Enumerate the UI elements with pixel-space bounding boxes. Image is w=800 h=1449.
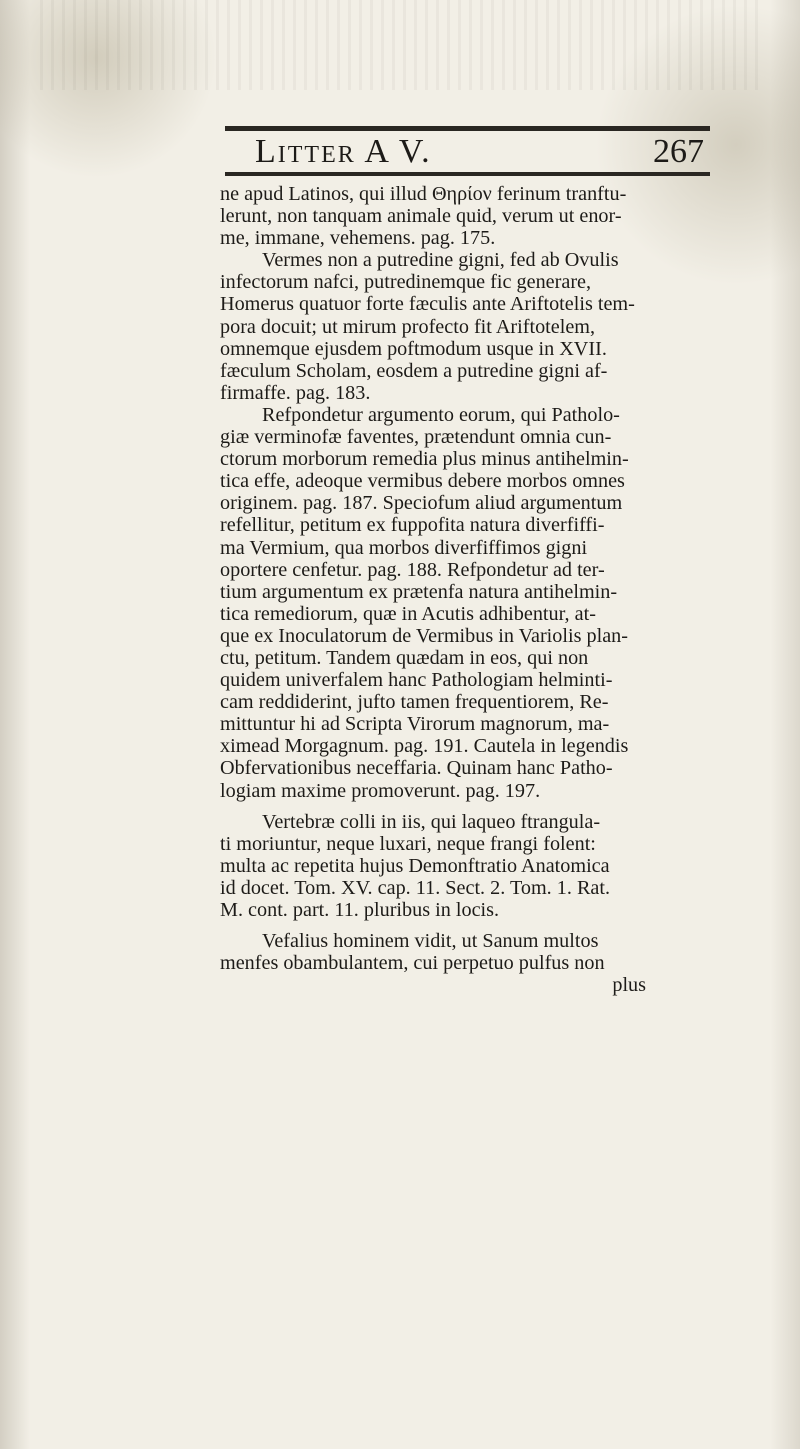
text-line: mittuntur hi ad Scripta Virorum magnorum, ma- [220,713,610,736]
text-line: Vefalius hominem vidit, ut Sanum multos [262,930,599,953]
text-line: logiam maxime promoverunt. pag. 197. [220,779,541,802]
paragraph-5 [220,930,716,974]
text-line: firmaffe. pag. 183. [220,381,371,404]
paragraph-3 [220,404,716,802]
running-title: Litter A V. [255,133,432,170]
text-line: pora docuit; ut mirum profecto fit Ariftotelem, [220,315,596,338]
text-line: ctorum morborum remedia plus minus antihelmin- [220,448,629,471]
text-line: id docet. Tom. XV. cap. 11. Sect. 2. Tom. 1. Rat. [220,876,611,899]
running-head [225,130,710,174]
text-line: fæculum Scholam, eosdem a putredine gigni af- [220,359,608,382]
header-rule-bottom [225,172,710,176]
text-line: infectorum nafci, putredinemque fic generare, [220,271,592,294]
text-line: ximead Morgagnum. pag. 191. Cautela in legendis [220,735,629,758]
text-line: tium argumentum ex prætenfa natura antihelmin- [220,580,618,603]
text-line: M. cont. part. 11. pluribus in locis. [220,899,500,921]
text-line: me, immane, vehemens. pag. 175. [220,227,496,250]
text-line: que ex Inoculatorum de Vermibus in Variolis plan- [220,624,628,647]
text-line: menfes obambulantem, cui perpetuo pulfus non [220,952,605,975]
text-line: Vertebræ colli in iis, qui laqueo ftrangula- [262,810,601,833]
paragraph-spacer [220,921,716,930]
text-line: tica remediorum, quæ in Acutis adhibentur, at- [220,602,596,625]
text-line: tica effe, adeoque vermibus debere morbos omnes [220,470,625,493]
text-line: cam reddiderint, jufto tamen frequentiorem, Re- [220,691,609,714]
catchword: plus [612,974,646,997]
text-line: lerunt, non tanquam animale quid, verum ut enor- [220,205,622,228]
body-text [220,183,716,996]
text-line: quidem univerfalem hanc Pathologiam helminti- [220,669,613,692]
text-line: omnemque ejusdem poftmodum usque in XVII. [220,337,607,360]
text-line: refellitur, petitum ex fuppofita natura diverfiffi- [220,514,605,537]
text-line: Vermes non a putredine gigni, fed ab Ovulis [262,249,619,272]
text-line: giæ verminofæ faventes, prætendunt omnia cun- [220,426,612,449]
text-line: ne apud Latinos, qui illud Θηρίον ferinum tranftu- [220,183,627,205]
page-number: 267 [653,133,704,170]
paragraph-4 [220,811,716,921]
text-line: Refpondetur argumento eorum, qui Patholo- [262,403,620,426]
text-line: Homerus quatuor forte fæculis ante Ariftotelis tem- [220,293,635,316]
show-through-texture [40,0,760,90]
text-line: originem. pag. 187. Speciofum aliud argumentum [220,492,623,515]
text-line: oportere cenfetur. pag. 188. Refpondetur ad ter- [220,558,605,581]
text-line: multa ac repetita hujus Demonftratio Anatomica [220,854,610,877]
paragraph-2 [220,249,716,404]
paragraph-1 [220,183,716,249]
paragraph-spacer [220,802,716,811]
text-line: ti moriuntur, neque luxari, neque frangi folent: [220,832,596,855]
text-line: ctu, petitum. Tandem quædam in eos, qui non [220,646,589,669]
text-line: Obfervationibus neceffaria. Quinam hanc Patho- [220,757,613,780]
text-line: ma Vermium, qua morbos diverfiffimos gigni [220,536,588,559]
